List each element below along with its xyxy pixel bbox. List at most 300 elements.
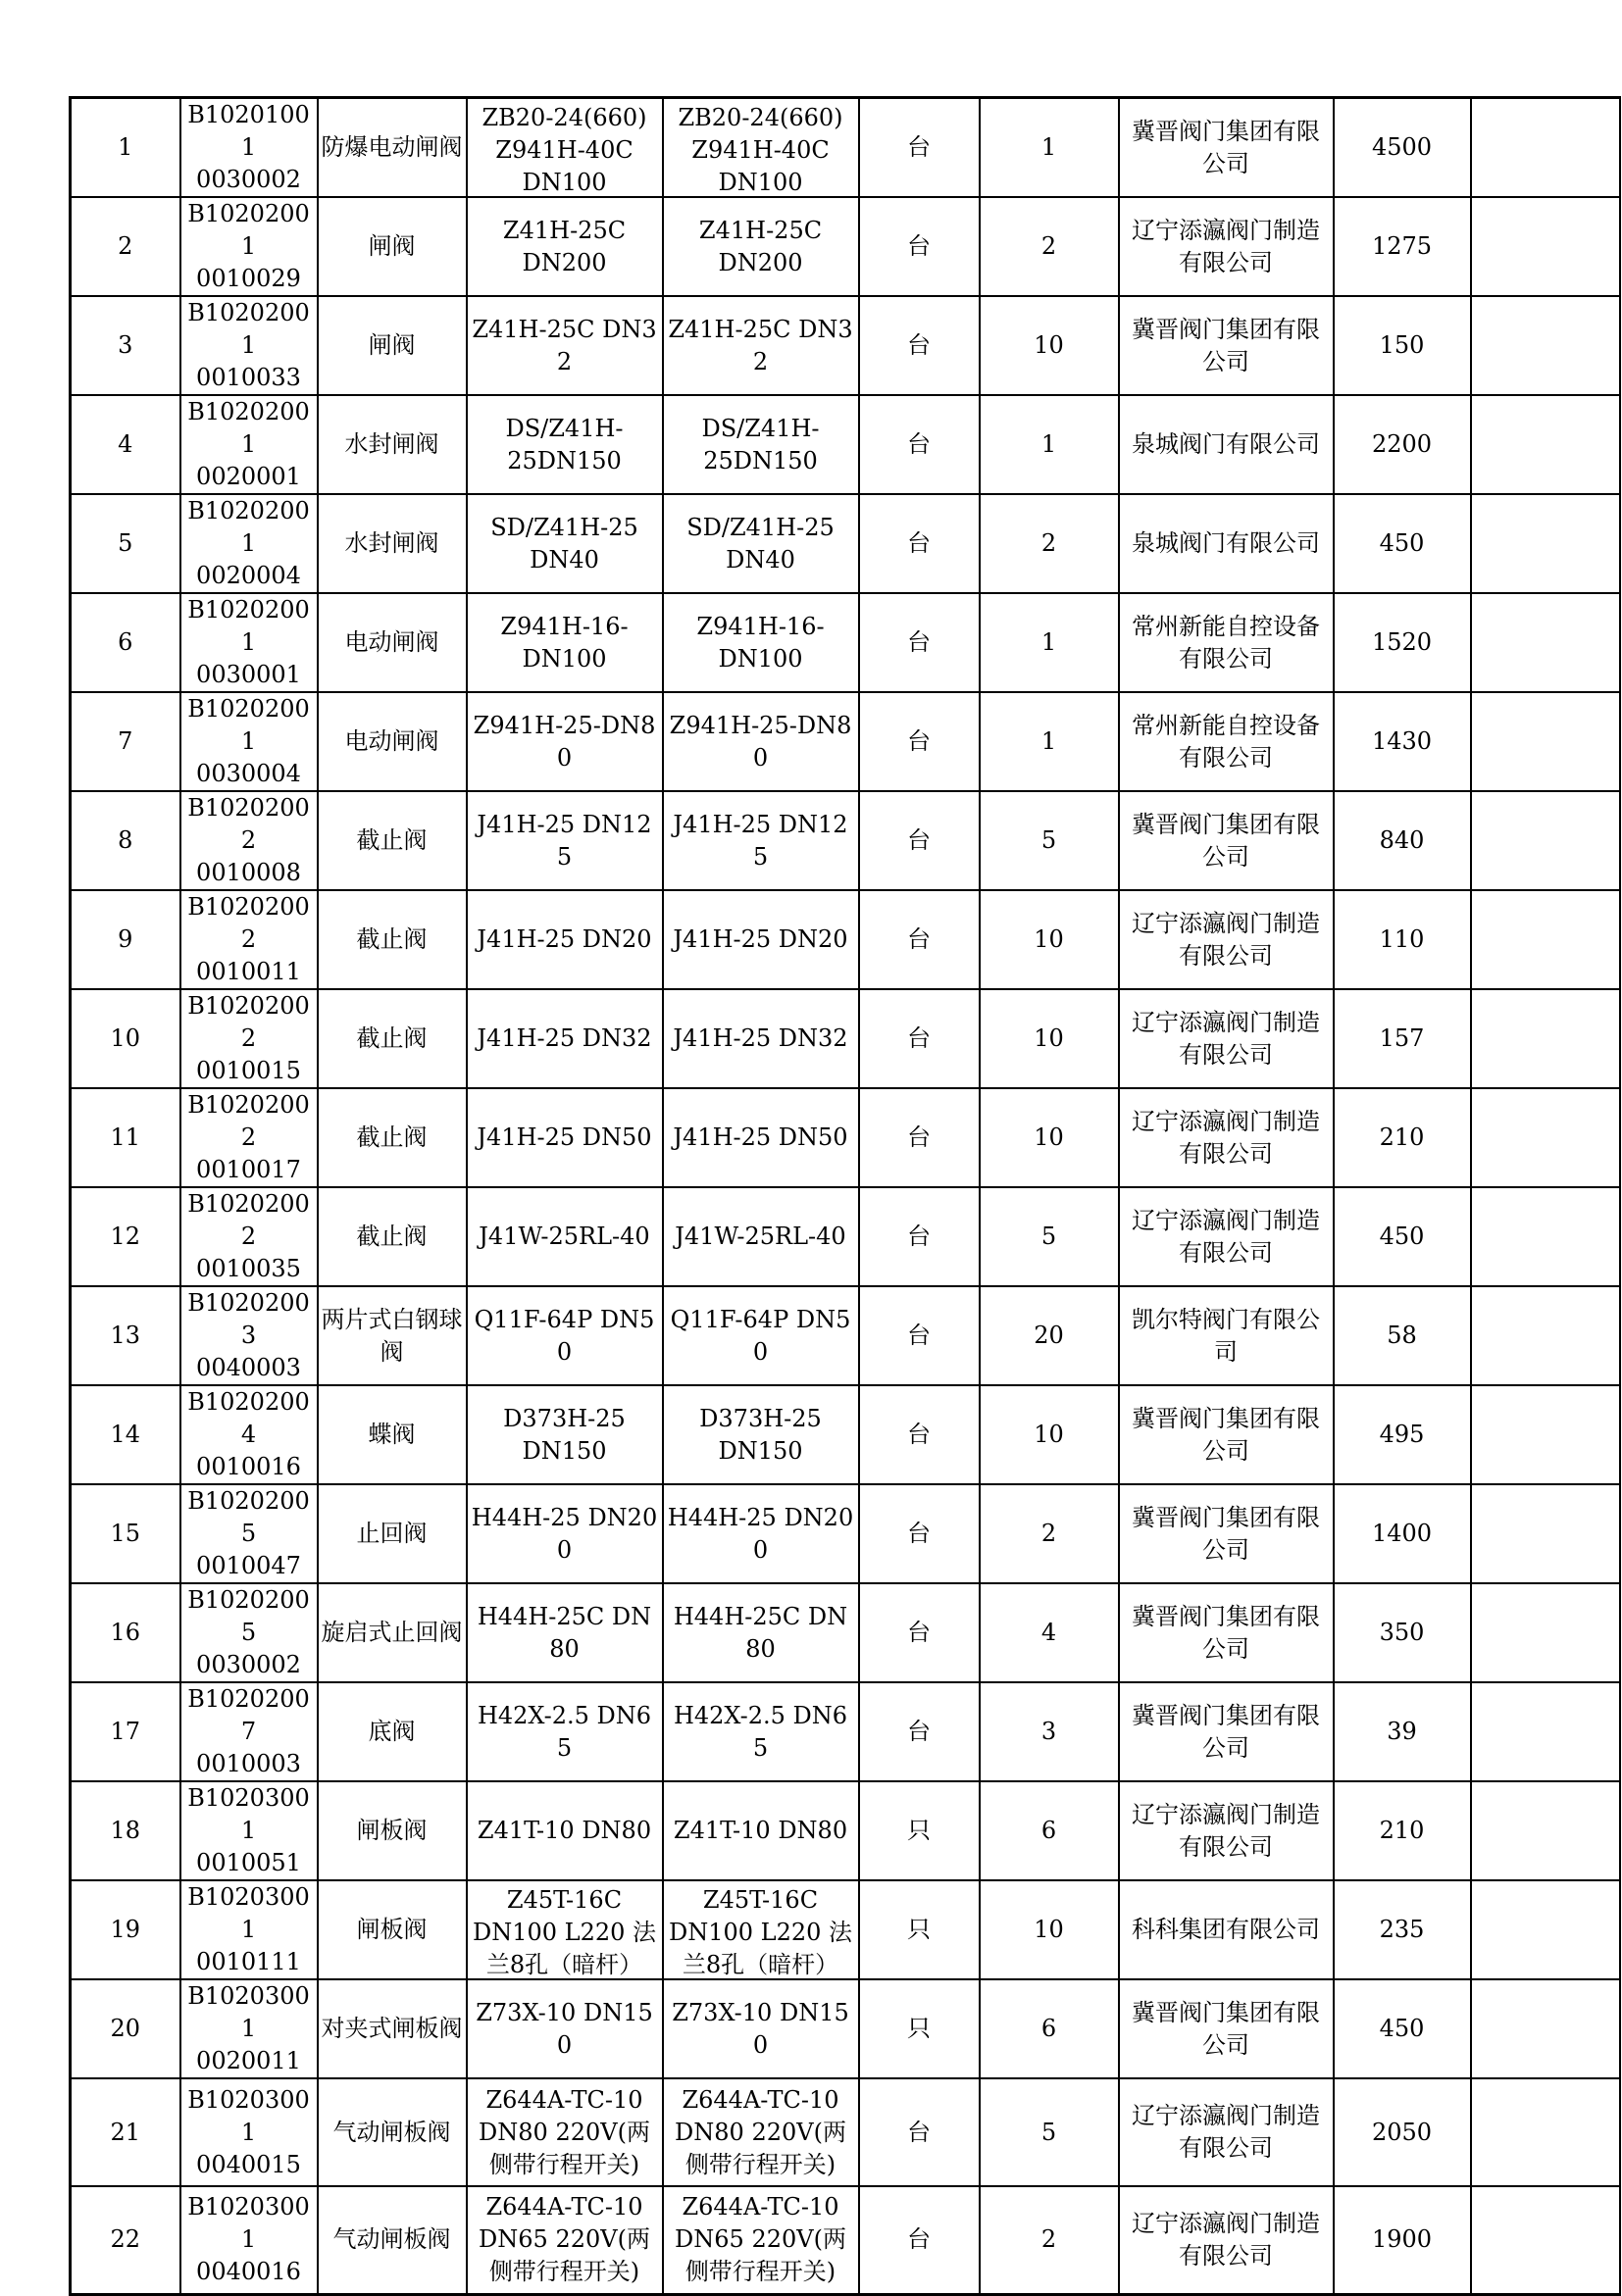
quantity-cell — [980, 989, 1119, 1088]
quantity-text: 6 — [1040, 1817, 1057, 1844]
quantity-text: 1 — [1040, 628, 1057, 656]
unit-text: 台 — [907, 925, 931, 953]
unit-text: 台 — [907, 1322, 931, 1349]
quantity-text: 1 — [1040, 430, 1057, 458]
item-name-text: 电动闸阀 — [344, 727, 439, 755]
quantity-cell — [980, 1484, 1119, 1583]
item-name-text: 两片式白钢球阀 — [321, 1305, 463, 1366]
unit-price-cell — [1334, 395, 1471, 494]
material-code-text: B10203001 0040016 — [187, 2193, 310, 2286]
unit-cell — [859, 1583, 980, 1682]
remark-cell — [1471, 197, 1620, 296]
supplier-text: 辽宁添瀛阀门制造有限公司 — [1132, 1206, 1320, 1267]
item-name-cell — [318, 1484, 467, 1583]
unit-text: 只 — [907, 2015, 931, 2042]
item-name-cell — [318, 791, 467, 890]
material-code-cell — [180, 1781, 318, 1880]
model-text: Z41H-25C DN200 — [698, 216, 823, 276]
quantity-cell — [980, 1583, 1119, 1682]
supplier-text: 辽宁添瀛阀门制造有限公司 — [1132, 216, 1320, 276]
row-number-cell — [71, 1286, 180, 1385]
specification-text: SD/Z41H-25 DN40 — [490, 513, 638, 574]
unit-price-text: 450 — [1379, 529, 1425, 557]
item-name-text: 气动闸板阀 — [332, 2118, 451, 2146]
specification-cell — [467, 395, 663, 494]
supplier-text: 辽宁添瀛阀门制造有限公司 — [1132, 1107, 1320, 1168]
material-code-text: B10202002 0010035 — [187, 1190, 310, 1282]
model-cell — [663, 1286, 859, 1385]
item-name-text: 底阀 — [368, 1718, 416, 1745]
specification-cell — [467, 494, 663, 593]
model-text: ZB20-24(660) Z941H-40C DN100 — [678, 103, 843, 194]
quantity-text: 6 — [1040, 2015, 1057, 2042]
material-code-text: B10202007 0010003 — [187, 1685, 310, 1777]
row-number-text: 9 — [118, 925, 133, 953]
row-number-text: 15 — [110, 1520, 141, 1547]
quantity-cell — [980, 2078, 1119, 2186]
unit-price-cell — [1334, 1979, 1471, 2078]
unit-text: 台 — [907, 1024, 931, 1052]
quantity-cell — [980, 2186, 1119, 2294]
material-code-text: B10203001 0010051 — [187, 1784, 310, 1876]
supplier-cell — [1119, 395, 1334, 494]
supplier-cell — [1119, 1583, 1334, 1682]
quantity-text: 5 — [1040, 2118, 1057, 2146]
model-cell — [663, 197, 859, 296]
model-cell — [663, 1187, 859, 1286]
unit-text: 台 — [907, 2225, 931, 2254]
item-name-cell — [318, 2078, 467, 2186]
table-row — [71, 1682, 1620, 1781]
unit-cell — [859, 1979, 980, 2078]
unit-cell — [859, 98, 980, 198]
supplier-cell — [1119, 197, 1334, 296]
unit-text: 台 — [907, 430, 931, 458]
specification-cell — [467, 1583, 663, 1682]
supplier-text: 辽宁添瀛阀门制造有限公司 — [1132, 909, 1320, 970]
item-name-cell — [318, 197, 467, 296]
remark-cell — [1471, 1880, 1620, 1979]
quantity-text: 10 — [1034, 331, 1064, 359]
specification-cell — [467, 593, 663, 692]
specification-cell — [467, 1088, 663, 1187]
supplier-text: 冀晋阀门集团有限公司 — [1132, 1998, 1320, 2059]
quantity-cell — [980, 1682, 1119, 1781]
model-cell — [663, 395, 859, 494]
specification-text: Z644A-TC-10 DN80 220V(两侧带行程开关) — [479, 2085, 650, 2178]
unit-price-cell — [1334, 791, 1471, 890]
table-row — [71, 989, 1620, 1088]
specification-text: J41H-25 DN50 — [477, 1123, 652, 1151]
row-number-text: 18 — [110, 1817, 141, 1844]
row-number-text: 19 — [110, 1916, 141, 1943]
row-number-cell — [71, 395, 180, 494]
specification-cell — [467, 1286, 663, 1385]
quantity-text: 4 — [1040, 1619, 1057, 1646]
table-row — [71, 1781, 1620, 1880]
unit-price-cell — [1334, 1880, 1471, 1979]
material-code-cell — [180, 1583, 318, 1682]
model-text: Z941H-16- DN100 — [696, 612, 825, 673]
table-row — [71, 1880, 1620, 1979]
quantity-cell — [980, 1781, 1119, 1880]
supplier-cell — [1119, 1187, 1334, 1286]
quantity-cell — [980, 98, 1119, 198]
specification-cell — [467, 989, 663, 1088]
specification-cell — [467, 1781, 663, 1880]
specification-cell — [467, 98, 663, 198]
unit-text: 台 — [907, 133, 931, 161]
specification-text: J41W-25RL-40 — [479, 1223, 650, 1250]
material-code-cell — [180, 98, 318, 198]
quantity-text: 5 — [1040, 826, 1057, 854]
specification-text: Z41H-25C DN32 — [472, 315, 657, 375]
item-name-text: 防爆电动闸阀 — [321, 133, 463, 161]
item-name-cell — [318, 98, 467, 198]
supplier-cell — [1119, 2078, 1334, 2186]
quantity-cell — [980, 197, 1119, 296]
unit-price-text: 1900 — [1371, 2225, 1433, 2254]
remark-cell — [1471, 395, 1620, 494]
remark-cell — [1471, 494, 1620, 593]
material-code-text: B10202002 0010008 — [187, 794, 310, 886]
material-code-text: B10203001 0040015 — [187, 2085, 310, 2178]
row-number-text: 14 — [110, 1421, 141, 1448]
supplier-cell — [1119, 1088, 1334, 1187]
model-text: Z41T-10 DN80 — [673, 1817, 848, 1844]
unit-price-text: 495 — [1379, 1421, 1425, 1448]
model-cell — [663, 2186, 859, 2294]
table-row — [71, 1088, 1620, 1187]
table-row — [71, 890, 1620, 989]
item-name-cell — [318, 1880, 467, 1979]
material-code-text: B10202001 0030001 — [187, 596, 310, 688]
material-code-cell — [180, 989, 318, 1088]
item-name-cell — [318, 890, 467, 989]
supplier-cell — [1119, 791, 1334, 890]
table-row — [71, 98, 1620, 198]
material-code-cell — [180, 1385, 318, 1484]
unit-text: 台 — [907, 331, 931, 359]
table-row — [71, 1286, 1620, 1385]
unit-price-cell — [1334, 989, 1471, 1088]
unit-cell — [859, 2078, 980, 2186]
remark-cell — [1471, 791, 1620, 890]
row-number-cell — [71, 197, 180, 296]
unit-price-text: 39 — [1387, 1718, 1417, 1745]
item-name-cell — [318, 692, 467, 791]
specification-text: ZB20-24(660) Z941H-40C DN100 — [482, 103, 647, 194]
quantity-cell — [980, 890, 1119, 989]
row-number-cell — [71, 1583, 180, 1682]
model-text: J41H-25 DN125 — [673, 810, 848, 871]
quantity-text: 10 — [1034, 1123, 1064, 1151]
table-row — [71, 2186, 1620, 2294]
row-number-text: 12 — [110, 1223, 141, 1250]
item-name-text: 闸板阀 — [356, 1817, 428, 1844]
row-number-cell — [71, 98, 180, 198]
model-cell — [663, 1682, 859, 1781]
remark-cell — [1471, 1979, 1620, 2078]
row-number-cell — [71, 2186, 180, 2294]
material-code-cell — [180, 197, 318, 296]
unit-cell — [859, 890, 980, 989]
supplier-text: 凯尔特阀门有限公司 — [1132, 1305, 1320, 1366]
quantity-text: 2 — [1040, 2225, 1057, 2254]
unit-price-text: 840 — [1379, 826, 1425, 854]
unit-cell — [859, 1682, 980, 1781]
supplier-cell — [1119, 890, 1334, 989]
item-name-text: 截止阀 — [356, 925, 428, 953]
row-number-text: 2 — [118, 232, 133, 260]
item-name-cell — [318, 2186, 467, 2294]
unit-text: 台 — [907, 1718, 931, 1745]
material-code-text: B10202002 0010011 — [187, 893, 310, 985]
row-number-text: 7 — [118, 727, 133, 755]
model-text: J41H-25 DN50 — [673, 1123, 848, 1151]
row-number-text: 11 — [110, 1123, 141, 1151]
specification-cell — [467, 791, 663, 890]
table-body — [71, 98, 1620, 2295]
quantity-cell — [980, 494, 1119, 593]
unit-price-cell — [1334, 890, 1471, 989]
remark-cell — [1471, 692, 1620, 791]
supplier-cell — [1119, 1385, 1334, 1484]
supplier-text: 泉城阀门有限公司 — [1132, 529, 1320, 557]
model-cell — [663, 593, 859, 692]
item-name-text: 闸板阀 — [356, 1916, 428, 1943]
unit-price-text: 1430 — [1371, 727, 1433, 755]
supplier-cell — [1119, 296, 1334, 395]
quantity-text: 10 — [1034, 1916, 1064, 1943]
material-code-text: B10202001 0020001 — [187, 398, 310, 490]
material-code-cell — [180, 1682, 318, 1781]
unit-cell — [859, 2186, 980, 2294]
remark-cell — [1471, 1781, 1620, 1880]
unit-price-text: 450 — [1379, 1223, 1425, 1250]
supplier-cell — [1119, 1682, 1334, 1781]
quantity-text: 10 — [1034, 925, 1064, 953]
unit-cell — [859, 1187, 980, 1286]
unit-price-cell — [1334, 1781, 1471, 1880]
item-name-text: 旋启式止回阀 — [321, 1619, 463, 1646]
material-code-text: B10202005 0010047 — [187, 1487, 310, 1579]
specification-text: J41H-25 DN125 — [477, 810, 652, 871]
specification-text: H42X-2.5 DN65 — [477, 1701, 652, 1762]
table-row — [71, 395, 1620, 494]
material-code-text: B10202005 0030002 — [187, 1586, 310, 1678]
material-code-cell — [180, 890, 318, 989]
specification-cell — [467, 1682, 663, 1781]
specification-cell — [467, 2078, 663, 2186]
unit-price-cell — [1334, 1583, 1471, 1682]
supplier-text: 常州新能自控设备有限公司 — [1132, 711, 1320, 772]
row-number-cell — [71, 494, 180, 593]
unit-price-cell — [1334, 1385, 1471, 1484]
supplier-cell — [1119, 1484, 1334, 1583]
unit-text: 台 — [907, 1421, 931, 1448]
item-name-cell — [318, 494, 467, 593]
row-number-cell — [71, 593, 180, 692]
material-code-cell — [180, 791, 318, 890]
quantity-cell — [980, 1979, 1119, 2078]
supplier-text: 辽宁添瀛阀门制造有限公司 — [1132, 1800, 1320, 1861]
row-number-text: 21 — [110, 2118, 141, 2146]
model-cell — [663, 1583, 859, 1682]
specification-text: DS/Z41H- 25DN150 — [505, 414, 624, 474]
supplier-cell — [1119, 1880, 1334, 1979]
model-text: J41H-25 DN32 — [673, 1024, 848, 1052]
row-number-text: 16 — [110, 1619, 141, 1646]
unit-text: 台 — [907, 1619, 931, 1646]
supplier-text: 冀晋阀门集团有限公司 — [1132, 315, 1320, 375]
material-code-text: B10203001 0020011 — [187, 1982, 310, 2074]
unit-price-text: 235 — [1379, 1916, 1425, 1943]
material-code-text: B10202002 0010015 — [187, 992, 310, 1084]
remark-cell — [1471, 1385, 1620, 1484]
quantity-cell — [980, 1286, 1119, 1385]
remark-cell — [1471, 890, 1620, 989]
unit-price-text: 210 — [1379, 1817, 1425, 1844]
material-code-text: B10202001 0010033 — [187, 299, 310, 391]
row-number-text: 3 — [118, 331, 133, 359]
row-number-cell — [71, 1781, 180, 1880]
supplier-text: 冀晋阀门集团有限公司 — [1132, 117, 1320, 177]
item-name-cell — [318, 395, 467, 494]
quantity-text: 10 — [1034, 1421, 1064, 1448]
specification-cell — [467, 2186, 663, 2294]
material-code-cell — [180, 1187, 318, 1286]
model-text: D373H-25 DN150 — [699, 1404, 822, 1465]
unit-price-cell — [1334, 2186, 1471, 2294]
valve-price-table — [69, 96, 1621, 2296]
specification-cell — [467, 890, 663, 989]
item-name-cell — [318, 1187, 467, 1286]
model-cell — [663, 1088, 859, 1187]
unit-price-text: 2050 — [1371, 2118, 1433, 2146]
remark-cell — [1471, 1187, 1620, 1286]
quantity-cell — [980, 791, 1119, 890]
item-name-text: 截止阀 — [356, 826, 428, 854]
supplier-text: 科科集团有限公司 — [1132, 1916, 1320, 1943]
unit-text: 台 — [907, 628, 931, 656]
item-name-text: 止回阀 — [356, 1520, 428, 1547]
material-code-cell — [180, 296, 318, 395]
model-text: Z73X-10 DN150 — [672, 1998, 849, 2059]
quantity-cell — [980, 692, 1119, 791]
row-number-text: 22 — [110, 2225, 141, 2254]
table-row — [71, 692, 1620, 791]
specification-cell — [467, 1484, 663, 1583]
row-number-text: 13 — [110, 1322, 141, 1349]
unit-price-cell — [1334, 1286, 1471, 1385]
supplier-cell — [1119, 1979, 1334, 2078]
unit-price-text: 2200 — [1371, 430, 1433, 458]
material-code-cell — [180, 395, 318, 494]
specification-text: Z73X-10 DN150 — [476, 1998, 653, 2059]
supplier-cell — [1119, 692, 1334, 791]
material-code-cell — [180, 593, 318, 692]
model-text: H42X-2.5 DN65 — [673, 1701, 848, 1762]
unit-text: 台 — [907, 1223, 931, 1250]
row-number-text: 1 — [118, 133, 133, 161]
supplier-text: 辽宁添瀛阀门制造有限公司 — [1132, 1008, 1320, 1069]
item-name-text: 截止阀 — [356, 1223, 428, 1250]
unit-price-text: 1400 — [1371, 1520, 1433, 1547]
quantity-text: 2 — [1040, 1520, 1057, 1547]
item-name-cell — [318, 1979, 467, 2078]
unit-text: 只 — [907, 1817, 931, 1844]
unit-text: 台 — [907, 1520, 931, 1547]
unit-price-cell — [1334, 692, 1471, 791]
row-number-text: 10 — [110, 1024, 141, 1052]
model-text: H44H-25 DN200 — [667, 1503, 854, 1564]
unit-price-text: 350 — [1379, 1619, 1425, 1646]
unit-text: 台 — [907, 232, 931, 260]
specification-cell — [467, 1385, 663, 1484]
table-row — [71, 2078, 1620, 2186]
supplier-text: 冀晋阀门集团有限公司 — [1132, 1602, 1320, 1663]
supplier-cell — [1119, 494, 1334, 593]
quantity-cell — [980, 395, 1119, 494]
supplier-text: 冀晋阀门集团有限公司 — [1132, 1404, 1320, 1465]
specification-cell — [467, 1187, 663, 1286]
unit-cell — [859, 494, 980, 593]
model-cell — [663, 1880, 859, 1979]
unit-price-cell — [1334, 98, 1471, 198]
material-code-text: B10202001 0010029 — [187, 200, 310, 292]
row-number-cell — [71, 692, 180, 791]
material-code-text: B10203001 0010111 — [187, 1883, 310, 1975]
item-name-text: 气动闸板阀 — [332, 2225, 451, 2254]
remark-cell — [1471, 98, 1620, 198]
quantity-text: 1 — [1040, 727, 1057, 755]
table-row — [71, 1979, 1620, 2078]
item-name-text: 电动闸阀 — [344, 628, 439, 656]
model-text: Z644A-TC-10 DN65 220V(两侧带行程开关) — [675, 2193, 846, 2286]
material-code-cell — [180, 2186, 318, 2294]
material-code-cell — [180, 1088, 318, 1187]
specification-cell — [467, 197, 663, 296]
model-text: Z41H-25C DN32 — [668, 315, 853, 375]
model-text: Z941H-25-DN80 — [669, 711, 852, 772]
row-number-cell — [71, 791, 180, 890]
table-row — [71, 1385, 1620, 1484]
material-code-cell — [180, 1286, 318, 1385]
supplier-text: 辽宁添瀛阀门制造有限公司 — [1132, 2102, 1320, 2162]
row-number-text: 5 — [118, 529, 133, 557]
item-name-text: 闸阀 — [368, 331, 416, 359]
model-cell — [663, 890, 859, 989]
unit-price-text: 450 — [1379, 2015, 1425, 2042]
row-number-cell — [71, 1088, 180, 1187]
unit-cell — [859, 692, 980, 791]
unit-price-cell — [1334, 296, 1471, 395]
item-name-text: 对夹式闸板阀 — [321, 2015, 463, 2042]
row-number-cell — [71, 1187, 180, 1286]
unit-price-text: 157 — [1379, 1024, 1425, 1052]
table-row — [71, 494, 1620, 593]
model-cell — [663, 1781, 859, 1880]
model-text: SD/Z41H-25 DN40 — [686, 513, 835, 574]
unit-cell — [859, 989, 980, 1088]
unit-price-text: 150 — [1379, 331, 1425, 359]
row-number-text: 20 — [110, 2015, 141, 2042]
specification-text: Z941H-16- DN100 — [500, 612, 629, 673]
material-code-cell — [180, 2078, 318, 2186]
specification-text: Z45T-16C DN100 L220 法兰8孔（暗杆） — [472, 1885, 657, 1976]
material-code-text: B10201001 0030002 — [187, 101, 310, 193]
